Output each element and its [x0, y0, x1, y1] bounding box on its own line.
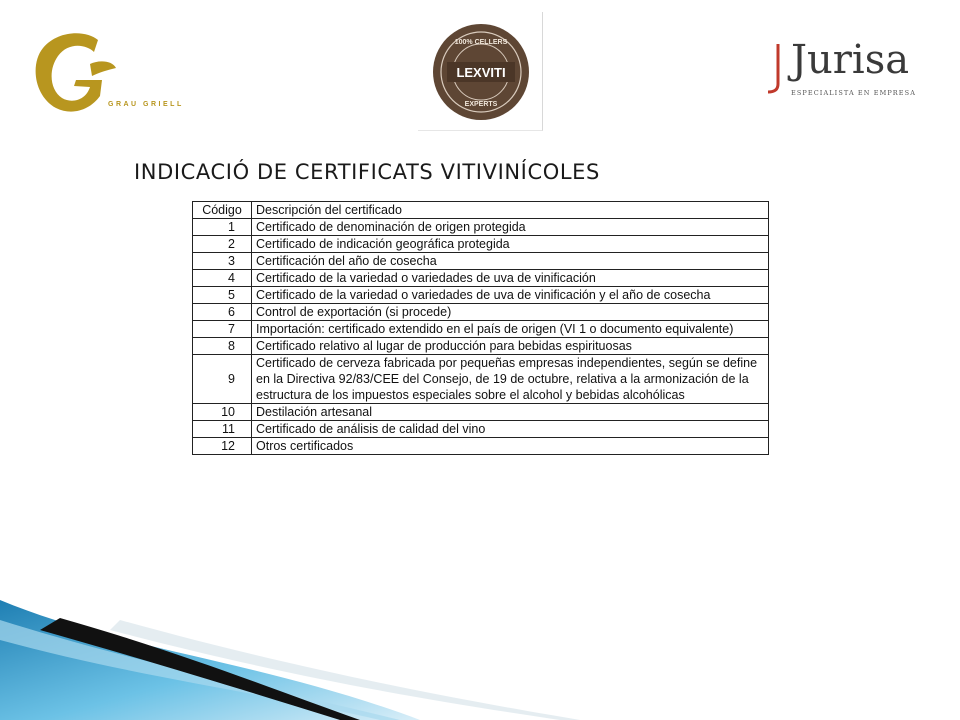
decorative-wave: [0, 560, 960, 720]
row-description: Certificado de indicación geográfica protegida: [252, 236, 769, 253]
row-code: 11: [193, 421, 252, 438]
table-row: [193, 321, 769, 338]
row-description: Otros certificados: [252, 438, 769, 455]
table-row: [193, 219, 769, 236]
certificates-table: [192, 201, 769, 455]
table-row: [193, 355, 769, 404]
table-row: [193, 253, 769, 270]
table-row: [193, 404, 769, 421]
header-code: Código: [193, 202, 252, 219]
page-title: INDICACIÓ DE CERTIFICATS VITIVINÍCOLES: [134, 160, 600, 184]
table-row: [193, 287, 769, 304]
grau-griell-text: GRAU GRIELL: [108, 101, 184, 108]
row-description: Importación: certificado extendido en el país de origen (VI 1 o documento equivalente): [252, 321, 769, 338]
table-row: [193, 236, 769, 253]
row-description: Certificado de la variedad o variedades de uva de vinificación y el año de cosecha: [252, 287, 769, 304]
lexviti-logo: [431, 22, 531, 122]
jurisa-wordmark: Jurisa: [791, 37, 910, 83]
table-header-row: [193, 202, 769, 219]
lexviti-center-text: LEXVITI: [456, 65, 506, 80]
row-code: 2: [193, 236, 252, 253]
row-code: 5: [193, 287, 252, 304]
row-description: Control de exportación (si procede): [252, 304, 769, 321]
table-row: [193, 270, 769, 287]
row-description: Certificado de cerveza fabricada por pequeñas empresas independientes, según se define en la Directiva 92/83/CEE del Consejo, de 19 de octubre, relativa a la armonización de la estructura de los impuestos especiales sobre el alcohol y bebidas alcohólicas: [252, 355, 769, 404]
row-code: 10: [193, 404, 252, 421]
table-row: [193, 338, 769, 355]
row-code: 1: [193, 219, 252, 236]
row-code: 12: [193, 438, 252, 455]
table-row: [193, 438, 769, 455]
jurisa-subtitle: ESPECIALISTA EN EMPRESA: [791, 89, 916, 97]
row-code: 8: [193, 338, 252, 355]
header-description: Descripción del certificado: [252, 202, 769, 219]
row-code: 9: [193, 355, 252, 404]
row-description: Certificación del año de cosecha: [252, 253, 769, 270]
row-description: Certificado de análisis de calidad del vino: [252, 421, 769, 438]
row-description: Destilación artesanal: [252, 404, 769, 421]
row-description: Certificado de denominación de origen protegida: [252, 219, 769, 236]
table-row: [193, 421, 769, 438]
row-description: Certificado de la variedad o variedades de uva de vinificación: [252, 270, 769, 287]
row-description: Certificado relativo al lugar de producción para bebidas espirituosas: [252, 338, 769, 355]
table-row: [193, 304, 769, 321]
lexviti-ring-bottom-text: EXPERTS: [464, 101, 498, 108]
row-code: 4: [193, 270, 252, 287]
row-code: 3: [193, 253, 252, 270]
row-code: 7: [193, 321, 252, 338]
lexviti-ring-top-text: 100% CELLERS: [454, 39, 508, 46]
row-code: 6: [193, 304, 252, 321]
